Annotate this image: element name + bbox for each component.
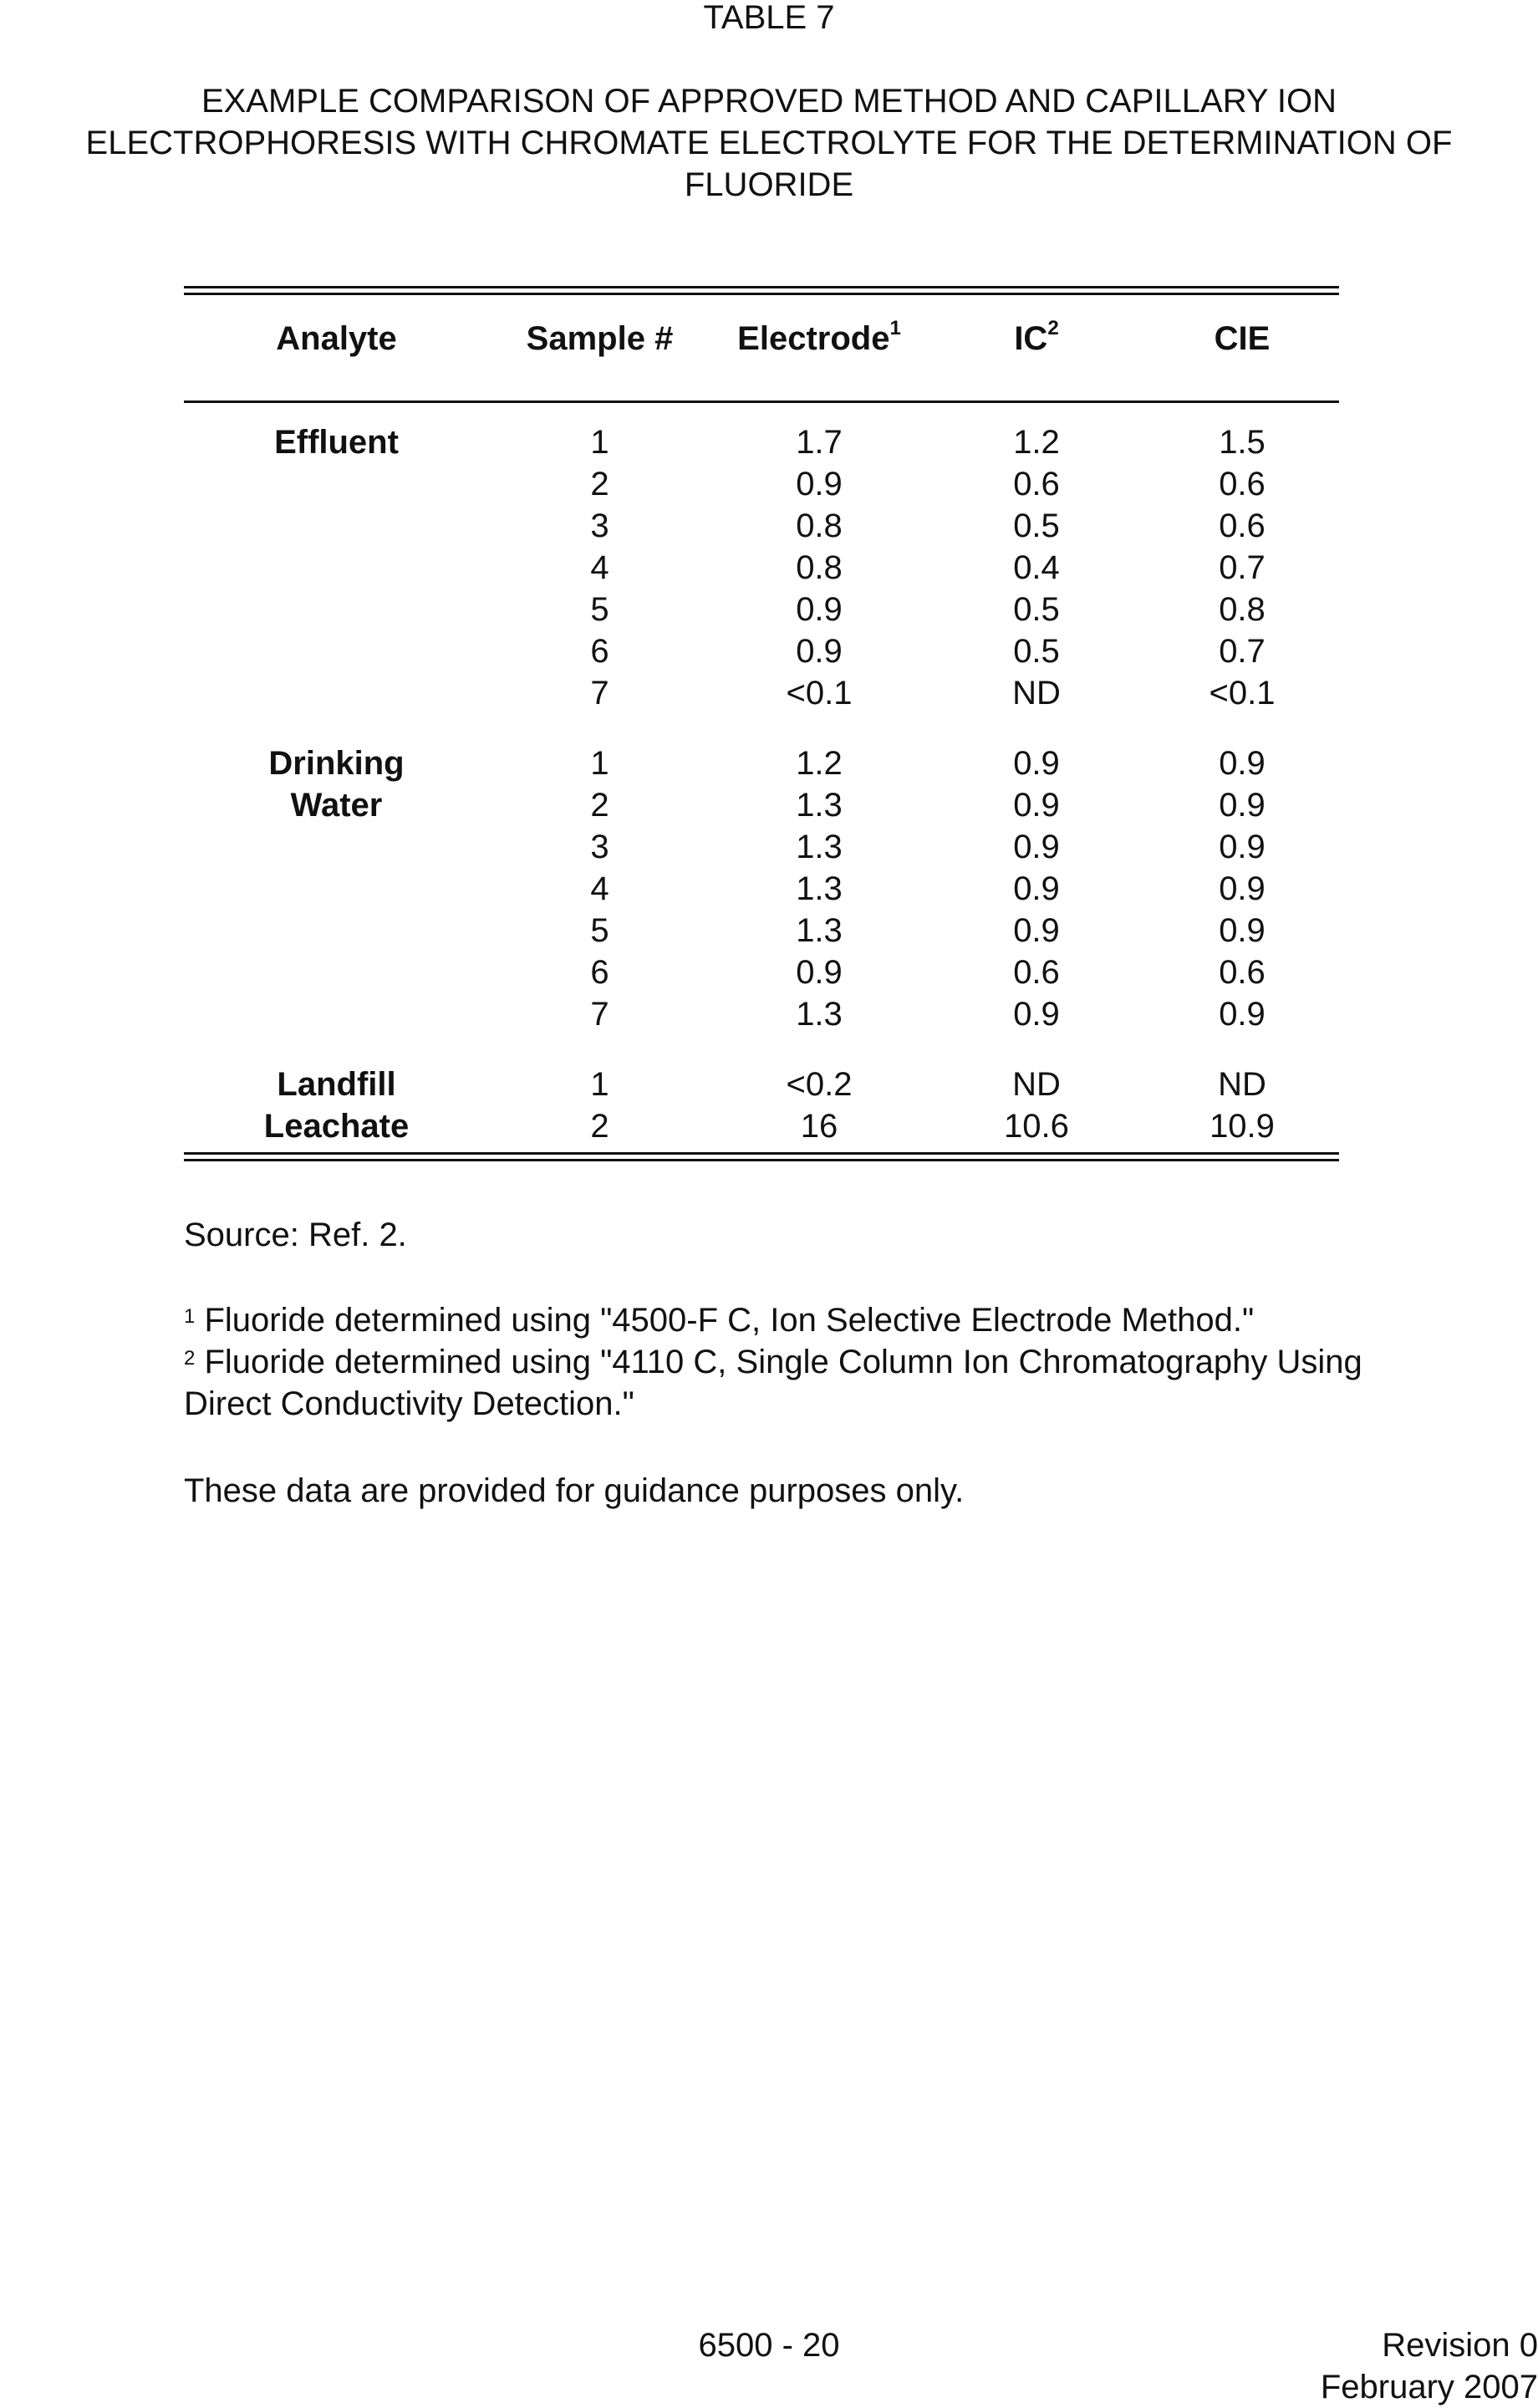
electrode-cell: 1.3 [796, 870, 843, 907]
table-row [184, 505, 1339, 547]
sample-cell: 1 [590, 745, 609, 782]
ic-cell: 0.5 [1013, 508, 1060, 544]
ic-cell: 0.9 [1013, 996, 1060, 1033]
electrode-cell: <0.2 [786, 1066, 853, 1103]
ic-cell: 0.5 [1013, 633, 1060, 670]
electrode-cell: 1.3 [796, 787, 843, 824]
table-row [184, 463, 1339, 505]
analyte-cell [184, 993, 489, 1035]
ic-cell: 0.9 [1013, 829, 1060, 865]
analyte-cell [184, 589, 489, 630]
sample-cell: 7 [590, 996, 609, 1033]
comparison-table [184, 286, 1339, 1161]
sample-cell: 5 [590, 591, 609, 628]
ic-cell: 0.6 [1013, 466, 1060, 503]
analyte-cell [184, 951, 489, 993]
electrode-cell: 1.3 [796, 912, 843, 949]
sample-cell: 2 [590, 466, 609, 503]
analyte-cell: Leachate [263, 1108, 410, 1145]
column-header-ic-label: IC [1014, 320, 1048, 357]
analyte-cell: Water [290, 787, 383, 824]
sample-cell: 4 [590, 870, 609, 907]
electrode-cell: <0.1 [786, 675, 853, 712]
table-row [184, 1105, 1339, 1147]
sample-cell: 3 [590, 829, 609, 865]
table-row [184, 742, 1339, 784]
source-note: Source: Ref. 2. [184, 1217, 407, 1253]
table-body [184, 421, 1339, 1147]
analyte-cell: Drinking [268, 745, 405, 782]
electrode-cell: 1.2 [796, 745, 843, 782]
column-header-electrode [710, 317, 928, 358]
analyte-cell [184, 868, 489, 910]
footnote-2-continuation: Direct Conductivity Detection." [184, 1385, 634, 1422]
ic-cell: 10.6 [1004, 1108, 1069, 1145]
cie-cell: 0.7 [1219, 633, 1266, 670]
table-row [184, 547, 1339, 589]
table-header-row [184, 295, 1339, 400]
revision-label: Revision 0 [1382, 2327, 1538, 2364]
analyte-cell [184, 672, 489, 714]
footnote-1 [184, 1299, 1505, 1341]
sample-cell: 5 [590, 912, 609, 949]
analyte-cell [184, 826, 489, 868]
table-row [184, 1064, 1339, 1105]
table-title [0, 80, 1538, 206]
cie-cell: 0.9 [1219, 912, 1266, 949]
ic-cell: 0.9 [1013, 745, 1060, 782]
revision-block [1120, 2324, 1538, 2408]
analyte-cell [184, 910, 489, 951]
sample-cell: 3 [590, 508, 609, 544]
ic-cell: 1.2 [1013, 424, 1060, 461]
electrode-cell: 0.9 [796, 954, 843, 991]
ic-cell: 0.9 [1013, 870, 1060, 907]
table-row [184, 993, 1339, 1035]
footnote-marker-2: 2 [1047, 317, 1059, 339]
table-row [184, 951, 1339, 993]
electrode-cell: 0.9 [796, 633, 843, 670]
column-header-ic [928, 317, 1145, 358]
electrode-cell: 1.3 [796, 996, 843, 1033]
sample-cell: 2 [590, 787, 609, 824]
ic-cell: 0.6 [1013, 954, 1060, 991]
electrode-cell: 0.9 [796, 591, 843, 628]
sample-cell: 7 [590, 675, 609, 712]
column-header-electrode-label: Electrode [737, 320, 890, 357]
cie-cell: 0.7 [1219, 549, 1266, 586]
electrode-cell: 1.3 [796, 829, 843, 865]
column-header-analyte: Analyte [276, 320, 397, 357]
electrode-cell: 1.7 [796, 424, 843, 461]
analyte-group [184, 742, 1339, 1035]
table-row [184, 421, 1339, 463]
analyte-cell [184, 547, 489, 589]
analyte-cell [184, 630, 489, 672]
electrode-cell: 0.8 [796, 508, 843, 544]
title-line-2: ELECTROPHORESIS WITH CHROMATE ELECTROLYTE FOR THE DETERMINATION OF [85, 125, 1453, 161]
sample-cell: 1 [590, 424, 609, 461]
cie-cell: 0.9 [1219, 787, 1266, 824]
header-bottom-rule [184, 400, 1339, 403]
footnote-2-text: Fluoride determined using "4110 C, Single Column Ion Chromatography Using [195, 1344, 1362, 1380]
analyte-group [184, 1064, 1339, 1147]
table-bottom-double-rule [184, 1152, 1339, 1161]
sample-cell: 4 [590, 549, 609, 586]
table-row [184, 630, 1339, 672]
cie-cell: ND [1218, 1066, 1266, 1103]
table-row [184, 672, 1339, 714]
page-number: 6500 - 20 [698, 2327, 840, 2364]
analyte-cell [184, 463, 489, 505]
footnote-1-text: Fluoride determined using "4500-F C, Ion Selective Electrode Method." [195, 1302, 1255, 1339]
footnote-2 [184, 1341, 1505, 1383]
cie-cell: 10.9 [1210, 1108, 1275, 1145]
table-row [184, 784, 1339, 826]
footnote-marker-1: 1 [889, 317, 901, 339]
title-line-1: EXAMPLE COMPARISON OF APPROVED METHOD AND CAPILLARY ION [201, 83, 1337, 120]
electrode-cell: 0.8 [796, 549, 843, 586]
analyte-cell [184, 505, 489, 547]
revision-date: February 2007 [1320, 2369, 1538, 2405]
title-line-3: FLUORIDE [684, 166, 854, 203]
table-row [184, 910, 1339, 951]
footnotes [184, 1299, 1505, 1425]
footnote-1-marker: 1 [184, 1305, 196, 1328]
cie-cell: 1.5 [1219, 424, 1266, 461]
analyte-group [184, 421, 1339, 714]
ic-cell: 0.5 [1013, 591, 1060, 628]
ic-cell: ND [1012, 1066, 1061, 1103]
table-row [184, 589, 1339, 630]
ic-cell: 0.9 [1013, 787, 1060, 824]
sample-cell: 6 [590, 633, 609, 670]
sample-cell: 6 [590, 954, 609, 991]
sample-cell: 1 [590, 1066, 609, 1103]
table-number: TABLE 7 [703, 0, 835, 36]
cie-cell: 0.9 [1219, 870, 1266, 907]
ic-cell: ND [1012, 675, 1061, 712]
cie-cell: 0.9 [1219, 745, 1266, 782]
analyte-cell: Landfill [277, 1066, 396, 1103]
column-header-cie: CIE [1214, 320, 1271, 357]
cie-cell: 0.9 [1219, 829, 1266, 865]
cie-cell: 0.6 [1219, 466, 1266, 503]
table-row [184, 826, 1339, 868]
analyte-cell: Effluent [274, 424, 399, 461]
table-row [184, 868, 1339, 910]
electrode-cell: 16 [800, 1108, 838, 1145]
electrode-cell: 0.9 [796, 466, 843, 503]
cie-cell: 0.6 [1219, 954, 1266, 991]
footnote-2-marker: 2 [184, 1347, 196, 1370]
column-header-sample: Sample # [526, 320, 674, 357]
ic-cell: 0.9 [1013, 912, 1060, 949]
sample-cell: 2 [590, 1108, 609, 1145]
cie-cell: 0.9 [1219, 996, 1266, 1033]
cie-cell: 0.6 [1219, 508, 1266, 544]
cie-cell: 0.8 [1219, 591, 1266, 628]
table-top-double-rule [184, 286, 1339, 295]
cie-cell: <0.1 [1209, 675, 1276, 712]
ic-cell: 0.4 [1013, 549, 1060, 586]
guidance-note: These data are provided for guidance purposes only. [184, 1472, 965, 1509]
